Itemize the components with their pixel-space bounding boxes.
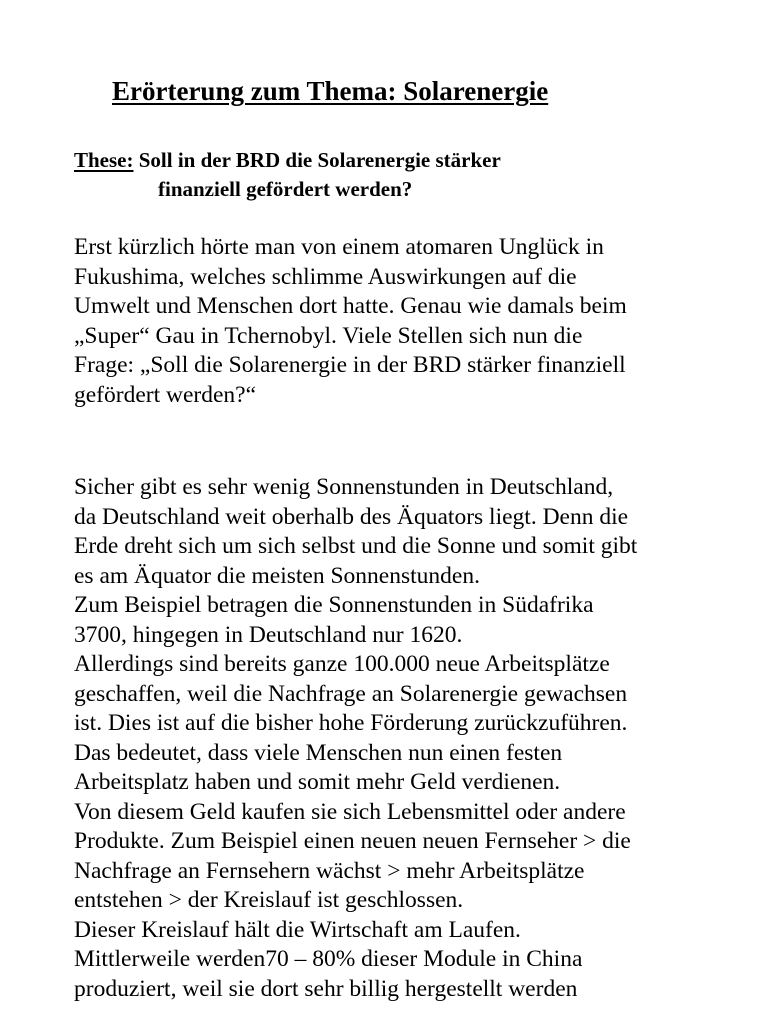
text-line: entstehen > der Kreislauf ist geschlossen. (74, 887, 464, 913)
text-line: 3700, hingegen in Deutschland nur 1620. (74, 621, 463, 648)
text-line: Produkte. Zum Beispiel einen neuen neuen Fernseher > die (74, 828, 631, 854)
text-line: Das bedeutet, dass viele Menschen nun einen festen (74, 739, 563, 766)
text-line: Umwelt und Menschen dort hatte. Genau wie damals beim (74, 293, 627, 319)
text-line: Erst kürzlich hörte man von einem atomaren Unglück in (74, 234, 604, 260)
document-title: Erörterung zum Thema: Solarenergie (112, 76, 549, 106)
text-line: Erde dreht sich um sich selbst und die Sonne und somit gibt (74, 533, 638, 559)
text-line: Mittlerweile werden70 – 80% dieser Module in China (74, 946, 583, 972)
text-line: da Deutschland weit oberhalb des Äquators liegt. Denn die (74, 503, 629, 530)
thesis-block (74, 146, 714, 204)
text-line: Arbeitsplatz haben und somit mehr Geld verdienen. (74, 769, 561, 795)
text-line: Frage: „Soll die Solarenergie in der BRD stärker finanziell (74, 352, 626, 378)
text-line: es am Äquator die meisten Sonnenstunden. (74, 562, 480, 589)
text-line: Nachfrage an Fernsehern wächst > mehr Arbeitsplätze (74, 857, 585, 884)
text-line: Sicher gibt es sehr wenig Sonnenstunden in Deutschland, (74, 474, 614, 500)
text-line: Dieser Kreislauf hält die Wirtschaft am Laufen. (74, 916, 521, 943)
text-line: Allerdings sind bereits ganze 100.000 neue Arbeitsplätze (74, 651, 610, 677)
thesis-line-2: finanziell gefördert werden? (158, 177, 413, 201)
thesis-label: These: (74, 148, 134, 172)
paragraph-arguments (74, 473, 714, 1004)
text-line: ist. Dies ist auf die bisher hohe Förderung zurückzuführen. (74, 710, 628, 736)
text-line: Zum Beispiel betragen die Sonnenstunden in Südafrika (74, 592, 594, 618)
thesis-line-1: Soll in der BRD die Solarenergie stärker (133, 148, 501, 172)
text-line: Von diesem Geld kaufen sie sich Lebensmittel oder andere (74, 798, 626, 825)
text-line: „Super“ Gau in Tchernobyl. Viele Stellen sich nun die (74, 322, 583, 349)
text-line: Fukushima, welches schlimme Auswirkungen auf die (74, 263, 577, 290)
text-line: gefördert werden?“ (74, 381, 257, 408)
text-line: geschaffen, weil die Nachfrage an Solarenergie gewachsen (74, 680, 628, 707)
text-line: produziert, weil sie dort sehr billig hergestellt werden (74, 975, 578, 1002)
paragraph-intro (74, 233, 714, 410)
